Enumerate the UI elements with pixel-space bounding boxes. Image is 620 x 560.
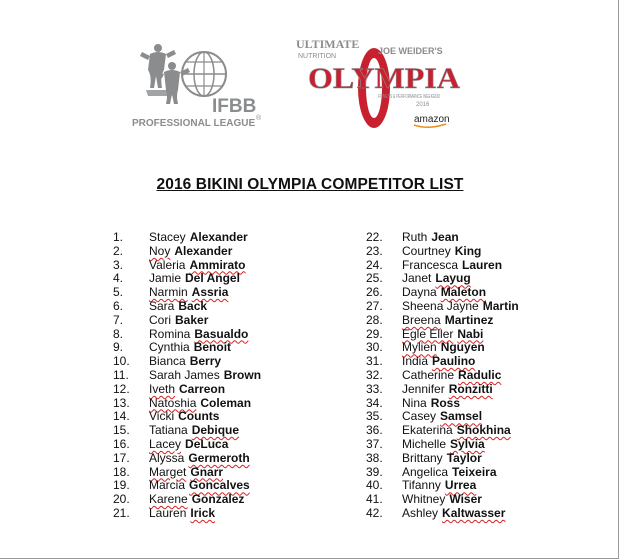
competitor-row — [366, 355, 519, 369]
competitor-number: 28. — [366, 312, 383, 327]
competitor-number: 14. — [113, 409, 130, 424]
competitor-row — [366, 328, 519, 342]
competitor-number: 8. — [113, 326, 124, 341]
competitor-row — [366, 410, 519, 424]
competitor-row — [113, 259, 261, 273]
competitor-first-name: Sara — [149, 298, 175, 313]
competitor-number: 38. — [366, 450, 383, 465]
competitor-last-name: Coleman — [200, 395, 252, 410]
competitor-last-name: Maleton — [440, 285, 487, 300]
competitor-row — [366, 341, 519, 355]
competitor-last-name: Counts — [178, 409, 220, 424]
competitor-row — [366, 479, 519, 493]
competitor-list-right — [366, 231, 519, 521]
competitor-last-name: King — [454, 243, 482, 258]
competitor-last-name: Wiser — [449, 492, 482, 507]
ifbb-registered-mark: ® — [256, 115, 262, 122]
competitor-first-name: Bianca — [149, 354, 186, 369]
competitor-row — [113, 355, 261, 369]
competitor-number: 25. — [366, 271, 383, 286]
competitor-row — [366, 314, 519, 328]
competitor-number: 39. — [366, 464, 383, 479]
competitor-number: 35. — [366, 409, 383, 424]
competitor-last-name: Shokhina — [456, 423, 511, 438]
competitor-row — [366, 507, 519, 521]
competitor-last-name: Martinez — [444, 312, 494, 327]
competitor-row — [113, 479, 261, 493]
competitor-row — [113, 410, 261, 424]
competitor-number: 31. — [366, 354, 383, 369]
competitor-last-name: Jean — [431, 230, 459, 244]
competitor-number: 15. — [113, 423, 130, 438]
competitor-last-name: Alexander — [174, 243, 233, 258]
competitor-row — [113, 383, 261, 397]
olympia-tagline: FITNESS & PERFORMANCE WEEKEND — [378, 94, 441, 100]
competitor-row — [113, 328, 261, 342]
competitor-last-name: Nguyen — [440, 340, 485, 355]
competitor-number: 12. — [113, 381, 130, 396]
competitor-first-name: Romina — [149, 326, 191, 341]
competitor-first-name: Sheena Jayne — [402, 298, 479, 313]
competitor-number: 6. — [113, 298, 124, 313]
competitor-number: 23. — [366, 243, 383, 258]
competitor-row — [113, 341, 261, 355]
competitor-last-name: Nabi — [457, 326, 484, 341]
competitor-number: 19. — [113, 478, 130, 493]
competitor-last-name: Basualdo — [194, 326, 249, 341]
competitor-last-name: Del Angel — [185, 271, 240, 286]
competitor-first-name: Natoshia — [149, 395, 197, 410]
competitor-list-left — [113, 231, 261, 521]
competitor-number: 3. — [113, 257, 124, 272]
competitor-row — [366, 272, 519, 286]
competitor-row — [113, 438, 261, 452]
competitor-first-name: Angelica — [402, 464, 449, 479]
competitor-row — [366, 493, 519, 507]
olympia-logo — [294, 36, 469, 132]
competitor-first-name: Ashley — [402, 505, 439, 520]
competitor-first-name: Sarah James — [149, 367, 220, 382]
competitor-last-name: Ammirato — [189, 257, 246, 272]
competitor-last-name: Brown — [223, 367, 262, 382]
competitor-last-name: Carreon — [179, 381, 226, 396]
competitor-last-name: Gnarr — [190, 464, 224, 479]
joe-weiders-text: JOE WEIDER'S — [378, 46, 443, 56]
competitor-number: 11. — [113, 367, 129, 382]
competitor-last-name: Benoit — [193, 340, 232, 355]
competitor-last-name: Teixeira — [452, 464, 497, 479]
competitor-last-name: Gonzalez — [191, 492, 245, 507]
competitor-first-name: Vicki — [149, 409, 175, 424]
competitor-first-name: Michelle — [402, 436, 447, 451]
competitor-number: 17. — [113, 450, 130, 465]
competitor-last-name: DeLuca — [185, 436, 229, 451]
competitor-number: 27. — [366, 298, 383, 313]
competitor-row — [113, 286, 261, 300]
competitor-number: 36. — [366, 423, 383, 438]
competitor-first-name: Whitney — [402, 492, 446, 507]
nutrition-wordmark: NUTRITION — [298, 53, 337, 60]
competitor-row — [113, 245, 261, 259]
competitor-last-name: Layug — [435, 271, 471, 286]
competitor-row — [366, 300, 519, 314]
competitor-number: 1. — [113, 230, 124, 244]
page-title: 2016 BIKINI OLYMPIA COMPETITOR LIST — [156, 176, 464, 193]
competitor-last-name: Goncalves — [189, 478, 250, 493]
competitor-row — [366, 383, 519, 397]
competitor-first-name: Stacey — [149, 230, 186, 244]
olympia-wordmark: OLYMPIA — [308, 62, 461, 95]
competitor-row — [113, 424, 261, 438]
competitor-first-name: India — [402, 354, 429, 369]
competitor-first-name: Alyssa — [149, 450, 185, 465]
competitor-first-name: Narmin — [149, 285, 188, 300]
competitor-first-name: Ekaterina — [402, 423, 453, 438]
competitor-row — [366, 286, 519, 300]
competitor-first-name: Francesca — [402, 257, 459, 272]
competitor-row — [113, 314, 261, 328]
competitor-first-name: Mylien — [402, 340, 437, 355]
competitor-row — [113, 231, 261, 245]
competitor-last-name: Back — [178, 298, 208, 313]
competitor-last-name: Ross — [430, 395, 461, 410]
competitor-number: 2. — [113, 243, 124, 258]
amazon-wordmark: amazon — [414, 114, 450, 125]
competitor-first-name: Marcia — [149, 478, 186, 493]
competitor-first-name: Lauren — [149, 505, 187, 520]
competitor-first-name: Valeria — [149, 257, 186, 272]
ultimate-wordmark: ULTIMATE — [296, 37, 360, 51]
competitor-row — [366, 259, 519, 273]
competitor-first-name: Iveth — [149, 381, 176, 396]
competitor-number: 20. — [113, 492, 130, 507]
competitor-row — [366, 424, 519, 438]
competitor-last-name: Urrea — [444, 478, 477, 493]
competitor-last-name: Assria — [191, 285, 229, 300]
competitor-last-name: Lauren — [462, 257, 503, 272]
competitor-number: 29. — [366, 326, 383, 341]
competitor-last-name: Sylvia — [450, 436, 485, 451]
competitor-first-name: Courtney — [402, 243, 451, 258]
competitor-number: 22. — [366, 230, 383, 244]
competitor-last-name: Baker — [175, 312, 209, 327]
competitor-last-name: Paulino — [432, 354, 476, 369]
competitor-row — [366, 466, 519, 480]
competitor-row — [113, 507, 261, 521]
competitor-first-name: Tatiana — [149, 423, 188, 438]
competitor-row — [113, 493, 261, 507]
competitor-number: 34. — [366, 395, 383, 410]
competitor-first-name: Janet — [402, 271, 432, 286]
competitor-first-name: Ruth — [402, 230, 428, 244]
competitor-row — [113, 397, 261, 411]
competitor-first-name: Breena — [402, 312, 441, 327]
competitor-row — [366, 438, 519, 452]
competitor-number: 10. — [113, 354, 130, 369]
competitor-first-name: Brittany — [402, 450, 443, 465]
ifbb-logo — [128, 40, 268, 130]
competitor-row — [113, 369, 261, 383]
competitor-first-name: Tifanny — [402, 478, 441, 493]
competitor-first-name: Egle Eller — [402, 326, 454, 341]
competitor-last-name: Taylor — [446, 450, 482, 465]
competitor-row — [366, 397, 519, 411]
competitor-number: 21. — [113, 505, 130, 520]
competitor-number: 16. — [113, 436, 130, 451]
competitor-number: 40. — [366, 478, 383, 493]
competitor-first-name: Noy — [149, 243, 171, 258]
competitor-number: 37. — [366, 436, 383, 451]
competitor-number: 24. — [366, 257, 383, 272]
competitor-last-name: Alexander — [189, 230, 248, 244]
competitor-last-name: Debique — [191, 423, 240, 438]
ifbb-subtitle: PROFESSIONAL LEAGUE — [132, 118, 256, 129]
competitor-last-name: Germeroth — [188, 450, 250, 465]
competitor-first-name: Nina — [402, 395, 427, 410]
competitor-last-name: Ronzitti — [448, 381, 493, 396]
competitor-number: 5. — [113, 285, 124, 300]
competitor-first-name: Catherine — [402, 367, 455, 382]
competitor-number: 41. — [366, 492, 383, 507]
competitor-last-name: Kaltwasser — [442, 505, 506, 520]
competitor-row — [113, 466, 261, 480]
competitor-first-name: Cynthia — [149, 340, 190, 355]
competitor-row — [113, 300, 261, 314]
competitor-number: 30. — [366, 340, 383, 355]
competitor-row — [113, 272, 261, 286]
olympia-year: 2016 — [416, 102, 430, 108]
competitor-first-name: Marget — [149, 464, 187, 479]
competitor-first-name: Cori — [149, 312, 172, 327]
competitor-row — [366, 245, 519, 259]
competitor-last-name: Martin — [482, 298, 519, 313]
competitor-row — [366, 452, 519, 466]
competitor-row — [366, 231, 519, 245]
competitor-number: 26. — [366, 285, 383, 300]
competitor-last-name: Irick — [190, 505, 216, 520]
competitor-number: 42. — [366, 505, 383, 520]
competitor-last-name: Radulic — [458, 367, 502, 382]
competitor-number: 13. — [113, 395, 130, 410]
competitor-number: 18. — [113, 464, 130, 479]
competitor-first-name: Jamie — [149, 271, 182, 286]
competitor-number: 7. — [113, 312, 124, 327]
competitor-first-name: Dayna — [402, 285, 437, 300]
competitor-number: 4. — [113, 271, 124, 286]
competitor-first-name: Jennifer — [402, 381, 445, 396]
ifbb-wordmark: IFBB — [212, 96, 257, 117]
competitor-last-name: Berry — [189, 354, 222, 369]
competitor-row — [366, 369, 519, 383]
competitor-first-name: Karene — [149, 492, 188, 507]
competitor-number: 32. — [366, 367, 383, 382]
competitor-last-name: Samsel — [440, 409, 483, 424]
competitor-row — [113, 452, 261, 466]
competitor-first-name: Casey — [402, 409, 437, 424]
competitor-first-name: Lacey — [149, 436, 182, 451]
competitor-number: 33. — [366, 381, 383, 396]
competitor-number: 9. — [113, 340, 124, 355]
